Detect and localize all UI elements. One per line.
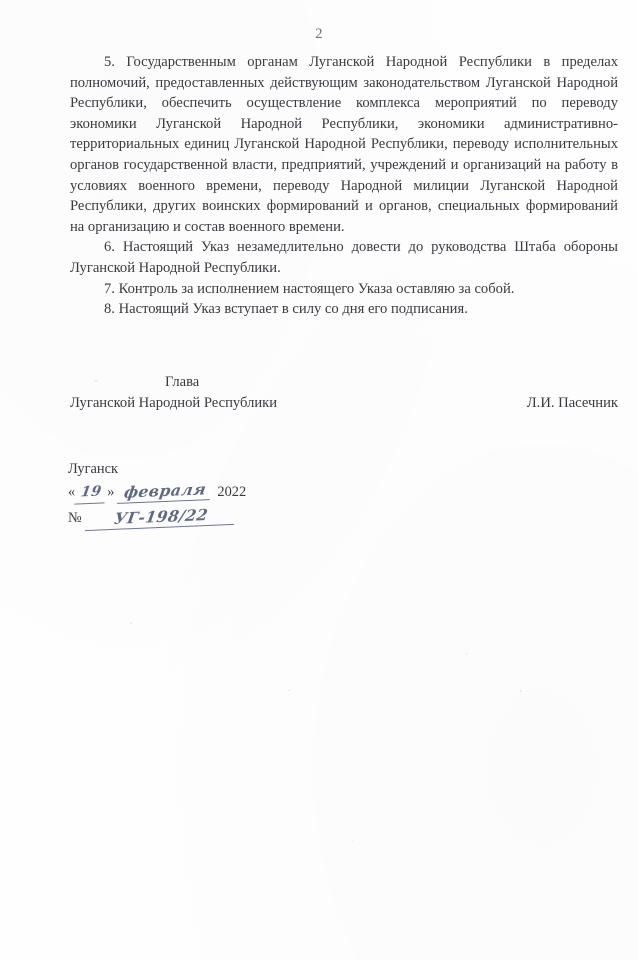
handwritten-document-number: УГ-198/22 <box>85 504 237 531</box>
signatory-title: Глава <box>165 374 200 390</box>
paragraph-8: 8. Настоящий Указ вступает в силу со дня его подписания. <box>104 301 468 318</box>
document-body <box>70 52 618 320</box>
issue-year: 2022 <box>217 484 247 500</box>
issue-number-line <box>68 507 388 528</box>
signatory-name: Л.И. Пасечник <box>526 394 618 411</box>
signatory-organization: Луганской Народной Республики <box>70 394 278 411</box>
signature-block <box>70 372 618 413</box>
quote-open-mark: « <box>68 484 76 500</box>
signature-row <box>70 393 618 414</box>
issue-details-block <box>68 460 388 528</box>
handwritten-month: февраля <box>117 479 213 504</box>
page-number: 2 <box>315 26 323 42</box>
issue-city: Луганск <box>68 461 118 477</box>
paragraph-6: 6. Настоящий Указ незамедлительно довести до руководства Штаба обороны Луганской Народной Республики. <box>70 239 618 276</box>
quote-close-mark: » <box>107 484 115 500</box>
handwritten-day: 19 <box>74 482 107 504</box>
paragraph-5: 5. Государственным органам Луганской Народной Республики в пределах полномочий, предоставленных действующим законодательством Луганской Народной Республики, обеспечить осуществление комплекса мероприятий по переводу экономики Луганской Народной Республики, экономики административно-территориальных единиц Луганской Народной Республики, переводу исполнительных органов государственной власти, предприятий, учреждений и организаций на работу в условиях военного времени, переводу Народной милиции Луганской Народной Республики, других воинских формирований и органов, специальных формирований на организацию и состав военного времени. <box>70 54 618 235</box>
issue-date-line <box>68 481 388 504</box>
paragraph-7: 7. Контроль за исполнением настоящего Указа оставляю за собой. <box>104 280 515 297</box>
number-sign-symbol: № <box>68 510 82 526</box>
